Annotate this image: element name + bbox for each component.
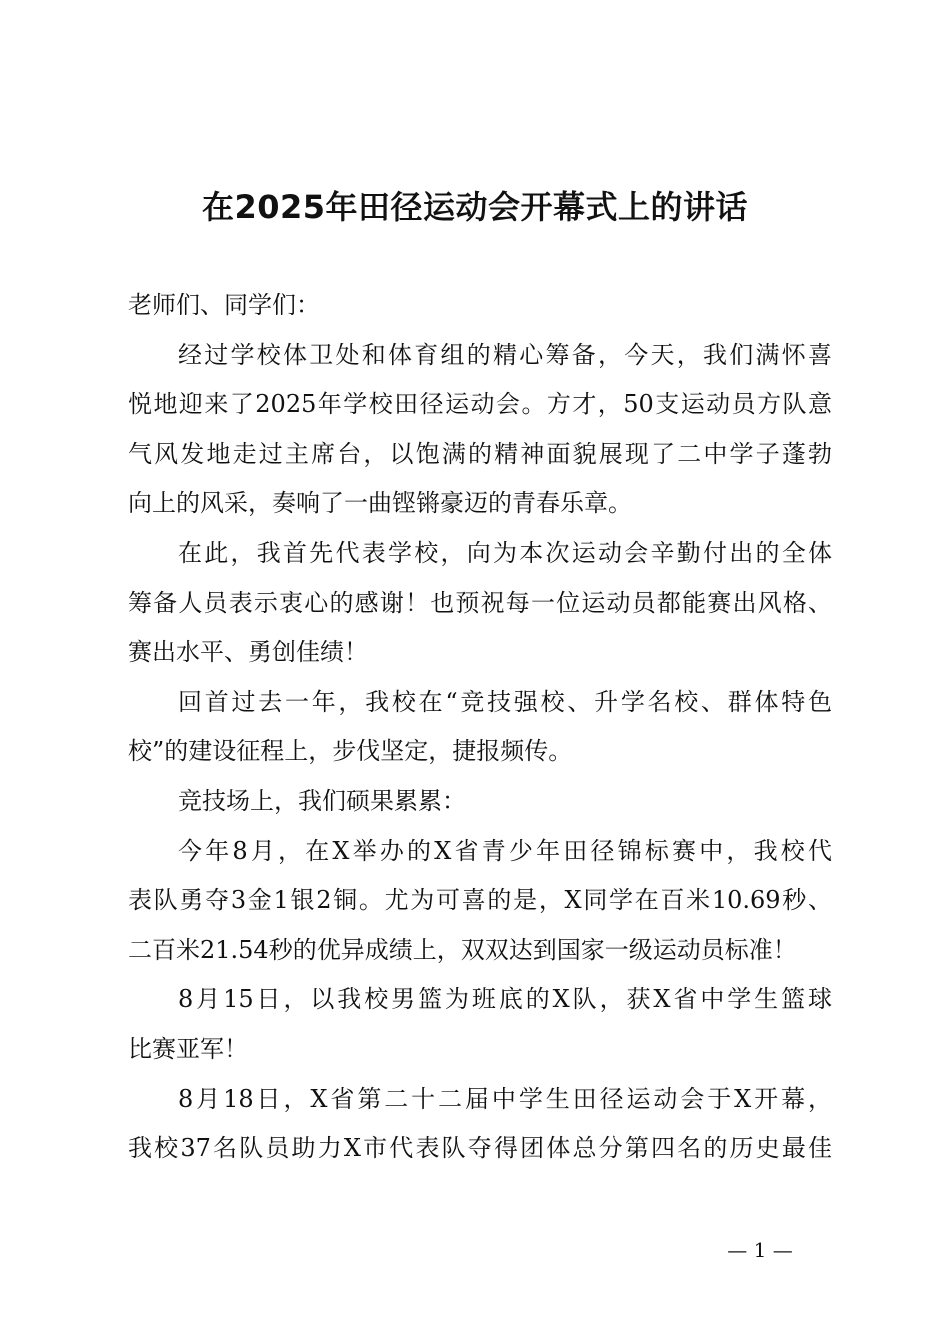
- paragraph-line: 8月15日，以我校男篮为班底的X队，获X省中学生篮球: [178, 985, 832, 1014]
- paragraph-line: 8月18日，X省第二十二届中学生田径运动会于X开幕，: [178, 1084, 832, 1113]
- paragraph-line: 回首过去一年，我校在“竞技强校、升学名校、群体特色: [178, 687, 832, 716]
- paragraph-line: 竞技场上，我们硕果累累：: [178, 786, 466, 815]
- paragraph-line: 筹备人员表示衷心的感谢！也预祝每一位运动员都能赛出风格、: [128, 588, 832, 617]
- paragraph-line: 向上的风采，奏响了一曲铿锵豪迈的青春乐章。: [128, 489, 632, 518]
- paragraph-line: 二百米21.54秒的优异成绩上，双双达到国家一级运动员标准！: [128, 935, 797, 964]
- paragraph-line: 今年8月，在X举办的X省青少年田径锦标赛中，我校代: [178, 836, 832, 865]
- paragraph-line: 气风发地走过主席台，以饱满的精神面貌展现了二中学子蓬勃: [128, 439, 832, 468]
- paragraph-line: 在此，我首先代表学校，向为本次运动会辛勤付出的全体: [178, 538, 832, 567]
- paragraph-line: 我校37名队员助力X市代表队夺得团体总分第四名的历史最佳: [128, 1134, 832, 1163]
- speech-body: [128, 281, 832, 1174]
- document-title: 在2025年田径运动会开幕式上的讲话: [201, 188, 749, 226]
- page-number: — 1 —: [727, 1238, 793, 1262]
- paragraph-line: 悦地迎来了2025年学校田径运动会。方才，50支运动员方队意: [128, 390, 832, 419]
- paragraph-line: 赛出水平、勇创佳绩！: [128, 638, 368, 667]
- salutation-line: 老师们、同学们：: [128, 291, 320, 319]
- paragraph-line: 表队勇夺3金1银2铜。尤为可喜的是，X同学在百米10.69秒、: [128, 886, 832, 915]
- paragraph-line: 比赛亚军！: [128, 1034, 248, 1063]
- paragraph-line: 经过学校体卫处和体育组的精心筹备，今天，我们满怀喜: [178, 340, 832, 369]
- paragraph-line: 校”的建设征程上，步伐坚定，捷报频传。: [128, 737, 573, 766]
